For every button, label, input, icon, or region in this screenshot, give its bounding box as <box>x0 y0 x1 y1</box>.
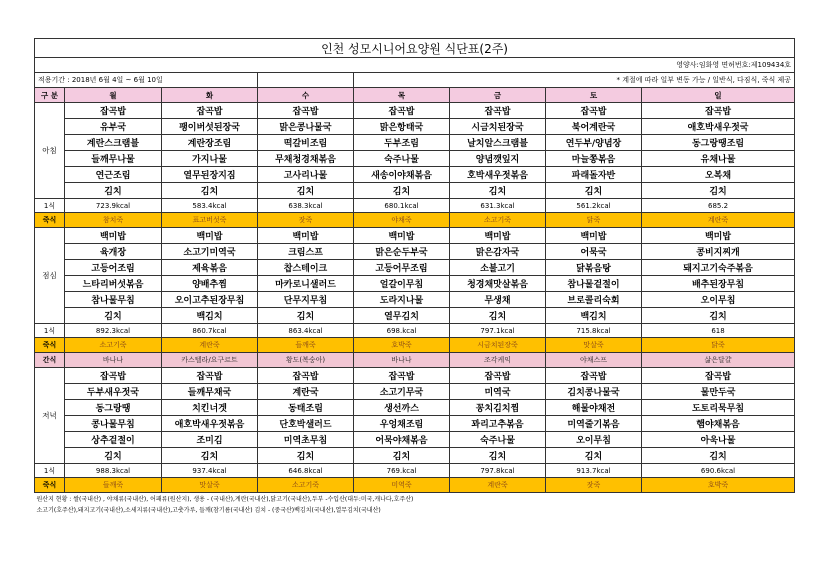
menu-item: 가지나물 <box>162 151 258 167</box>
menu-item: 맑은콩나물국 <box>258 119 354 135</box>
menu-item: 미역초무침 <box>258 432 354 448</box>
menu-item: 김치 <box>354 183 450 199</box>
menu-item: 맑은감자국 <box>450 244 546 260</box>
kcal-value: 690.6kcal <box>642 464 795 478</box>
porridge_morning-label: 죽식 <box>35 213 65 228</box>
menu-item: 돼지고기숙주볶음 <box>642 260 795 276</box>
porridge_lunch-item: 호박죽 <box>354 338 450 353</box>
menu-item: 김치 <box>258 448 354 464</box>
kcal-value: 860.7kcal <box>162 324 258 338</box>
menu-item: 연근조림 <box>65 167 162 183</box>
menu-item: 우엉채조림 <box>354 416 450 432</box>
menu-item: 숙주나물 <box>354 151 450 167</box>
menu-item: 김치 <box>162 183 258 199</box>
staff-info: 영양사:임화영 면허번호:제109434호 <box>35 58 795 73</box>
kcal-label: 1식 <box>35 199 65 213</box>
porridge_dinner-item: 계란죽 <box>450 478 546 493</box>
day-header-6: 일 <box>642 88 795 103</box>
kcal-value: 698.kcal <box>354 324 450 338</box>
breakfast-row <box>35 151 795 167</box>
menu-item: 동그랑땡조림 <box>642 135 795 151</box>
menu-item: 콩비지찌개 <box>642 244 795 260</box>
porridge_lunch-item: 들깨죽 <box>258 338 354 353</box>
menu-item: 크림스프 <box>258 244 354 260</box>
menu-item: 잡곡밥 <box>546 103 642 119</box>
menu-item: 고등어조림 <box>65 260 162 276</box>
snack-item: 바나나 <box>354 353 450 368</box>
menu-item: 참나물무침 <box>65 292 162 308</box>
porridge_lunch-item: 시금치된장죽 <box>450 338 546 353</box>
menu-item: 꽈리고추볶음 <box>450 416 546 432</box>
breakfast-row <box>35 167 795 183</box>
dinner-row <box>35 384 795 400</box>
menu-item: 백미밥 <box>354 228 450 244</box>
kcal-value: 646.8kcal <box>258 464 354 478</box>
menu-item: 아욱나물 <box>642 432 795 448</box>
lunch-row <box>35 292 795 308</box>
menu-item: 양배추찜 <box>162 276 258 292</box>
snack-item: 카스텔라/요구르트 <box>162 353 258 368</box>
porridge_morning-item: 야채죽 <box>354 213 450 228</box>
menu-item: 해물야채전 <box>546 400 642 416</box>
porridge_morning-item: 표고버섯죽 <box>162 213 258 228</box>
porridge_morning-item: 닭죽 <box>546 213 642 228</box>
snack-row <box>35 353 795 368</box>
menu-item: 참나물겉절이 <box>546 276 642 292</box>
porridge_lunch-item: 맛살죽 <box>546 338 642 353</box>
dinner-row <box>35 416 795 432</box>
menu-item: 햄야채볶음 <box>642 416 795 432</box>
dinner-row <box>35 432 795 448</box>
porridge_lunch-label: 죽식 <box>35 338 65 353</box>
menu-item: 파래돌자반 <box>546 167 642 183</box>
day-header-3: 목 <box>354 88 450 103</box>
snack-item: 야채스프 <box>546 353 642 368</box>
kcal-value: 618 <box>642 324 795 338</box>
menu-item: 단무지무침 <box>258 292 354 308</box>
menu-item: 느타리버섯볶음 <box>65 276 162 292</box>
menu-item: 잡곡밥 <box>162 368 258 384</box>
menu-item: 백미밥 <box>65 228 162 244</box>
lunch-label: 점심 <box>35 228 65 324</box>
menu-item: 미역국 <box>450 384 546 400</box>
menu-item: 미역줄기볶음 <box>546 416 642 432</box>
menu-item: 잡곡밥 <box>450 368 546 384</box>
menu-item: 김치 <box>258 183 354 199</box>
menu-item: 잡곡밥 <box>65 103 162 119</box>
breakfast-row <box>35 183 795 199</box>
menu-item: 잡곡밥 <box>642 103 795 119</box>
lunch-row <box>35 228 795 244</box>
porridge_dinner-item: 들깨죽 <box>65 478 162 493</box>
menu-item: 숙주나물 <box>450 432 546 448</box>
menu-item: 백미밥 <box>642 228 795 244</box>
menu-item: 무채청경채볶음 <box>258 151 354 167</box>
menu-item: 소불고기 <box>450 260 546 276</box>
menu-item: 브로콜리숙회 <box>546 292 642 308</box>
snack-item: 황도(복숭아) <box>258 353 354 368</box>
snack-label: 간식 <box>35 353 65 368</box>
menu-item: 동그랑땡 <box>65 400 162 416</box>
menu-item: 소고기무국 <box>354 384 450 400</box>
menu-item: 치킨너겟 <box>162 400 258 416</box>
menu-item: 유채나물 <box>642 151 795 167</box>
kcal-value: 797.1kcal <box>450 324 546 338</box>
snack-item: 바나나 <box>65 353 162 368</box>
menu-item: 물만두국 <box>642 384 795 400</box>
menu-item: 맑은순두부국 <box>354 244 450 260</box>
menu-item: 도라지나물 <box>354 292 450 308</box>
menu-item: 김치 <box>642 183 795 199</box>
menu-item: 김치콩나물국 <box>546 384 642 400</box>
notice-text: * 계절에 따라 일부 변동 가능 / 일반식, 다짐식, 죽식 제공 <box>354 73 795 88</box>
kcal-value: 913.7kcal <box>546 464 642 478</box>
menu-item: 동태조림 <box>258 400 354 416</box>
menu-item: 제육볶음 <box>162 260 258 276</box>
menu-item: 단호박샐러드 <box>258 416 354 432</box>
menu-item: 생선까스 <box>354 400 450 416</box>
breakfast-kcal-row <box>35 199 795 213</box>
menu-item: 콩나물무침 <box>65 416 162 432</box>
menu-item: 오이무침 <box>546 432 642 448</box>
menu-item: 잡곡밥 <box>258 368 354 384</box>
menu-item: 닭볶음탕 <box>546 260 642 276</box>
menu-item: 김치 <box>642 308 795 324</box>
menu-item: 유부국 <box>65 119 162 135</box>
menu-item: 육개장 <box>65 244 162 260</box>
kcal-value: 680.1kcal <box>354 199 450 213</box>
porridge_dinner-item: 잣죽 <box>546 478 642 493</box>
dinner-label: 저녁 <box>35 368 65 464</box>
title-row <box>35 39 795 58</box>
menu-item: 고등어무조림 <box>354 260 450 276</box>
menu-item: 어묵국 <box>546 244 642 260</box>
menu-item: 김치 <box>450 308 546 324</box>
menu-item: 들깨무채국 <box>162 384 258 400</box>
menu-item: 마카로니샐러드 <box>258 276 354 292</box>
menu-item: 계란장조림 <box>162 135 258 151</box>
porridge_lunch-item: 소고기죽 <box>65 338 162 353</box>
footnote-text: 소고기(호주산),돼지고기(국내산),소세지류(국내산),고춧가루, 들깨(참기름(국내산) 김치 - (중국산)백김치(국내산),열무김치(국내산) <box>36 507 381 514</box>
porridge_dinner-item: 맛살죽 <box>162 478 258 493</box>
menu-item: 마늘쫑볶음 <box>546 151 642 167</box>
kcal-value: 892.3kcal <box>65 324 162 338</box>
menu-item: 애호박새우젓국 <box>642 119 795 135</box>
meal-plan-table <box>34 38 795 515</box>
staff-row <box>35 58 795 73</box>
menu-item: 팽이버섯된장국 <box>162 119 258 135</box>
lunch-row <box>35 308 795 324</box>
period-text: 적용기간 : 2018년 6월 4일 ~ 6월 10일 <box>35 73 258 88</box>
menu-item: 무생채 <box>450 292 546 308</box>
menu-item: 김치 <box>546 183 642 199</box>
menu-item: 오이고추된장무침 <box>162 292 258 308</box>
menu-item: 시금치된장국 <box>450 119 546 135</box>
kcal-value: 863.4kcal <box>258 324 354 338</box>
porridge_lunch-row <box>35 338 795 353</box>
porridge_morning-row <box>35 213 795 228</box>
day-header-5: 토 <box>546 88 642 103</box>
menu-item: 잡곡밥 <box>450 103 546 119</box>
menu-item: 김치 <box>642 448 795 464</box>
menu-item: 잡곡밥 <box>546 368 642 384</box>
menu-item: 두부새우젓국 <box>65 384 162 400</box>
menu-item: 잡곡밥 <box>162 103 258 119</box>
menu-item: 연두부/양념장 <box>546 135 642 151</box>
menu-item: 잡곡밥 <box>65 368 162 384</box>
porridge_dinner-item: 호박죽 <box>642 478 795 493</box>
menu-item: 새송이야채볶음 <box>354 167 450 183</box>
menu-item: 두부조림 <box>354 135 450 151</box>
breakfast-label: 아침 <box>35 103 65 199</box>
menu-item: 김치 <box>65 308 162 324</box>
lunch-row <box>35 244 795 260</box>
menu-item: 백미밥 <box>162 228 258 244</box>
menu-item: 백미밥 <box>546 228 642 244</box>
porridge_morning-item: 잣죽 <box>258 213 354 228</box>
menu-item: 오복채 <box>642 167 795 183</box>
menu-item: 김치 <box>450 448 546 464</box>
menu-item: 김치 <box>65 448 162 464</box>
menu-item: 잡곡밥 <box>354 103 450 119</box>
menu-item: 날치알스크램블 <box>450 135 546 151</box>
porridge_lunch-item: 닭죽 <box>642 338 795 353</box>
menu-item: 잡곡밥 <box>258 103 354 119</box>
menu-item: 배추된장무침 <box>642 276 795 292</box>
menu-item: 김치 <box>162 448 258 464</box>
menu-item: 상추겉절이 <box>65 432 162 448</box>
kcal-value: 988.3kcal <box>65 464 162 478</box>
menu-item: 맑은항태국 <box>354 119 450 135</box>
menu-item: 떡갈비조림 <box>258 135 354 151</box>
day-header-1: 화 <box>162 88 258 103</box>
menu-item: 계란국 <box>258 384 354 400</box>
kcal-label: 1식 <box>35 324 65 338</box>
menu-item: 꽁치김치찜 <box>450 400 546 416</box>
menu-item: 소고기미역국 <box>162 244 258 260</box>
menu-item: 청경채맛살볶음 <box>450 276 546 292</box>
porridge_dinner-item: 소고기죽 <box>258 478 354 493</box>
porridge_dinner-item: 미역죽 <box>354 478 450 493</box>
dinner-kcal-row <box>35 464 795 478</box>
kcal-value: 769.kcal <box>354 464 450 478</box>
dinner-row <box>35 448 795 464</box>
kcal-value: 937.4kcal <box>162 464 258 478</box>
kcal-value: 797.8kcal <box>450 464 546 478</box>
menu-item: 김치 <box>546 448 642 464</box>
header-row <box>35 88 795 103</box>
menu-item: 도토리묵무침 <box>642 400 795 416</box>
footnote-text: 원산지 현황 : 쌀(국내산) , 야채류(국내산), 어패류(원산지), 생용 - (국내산),계란(국내산),닭고기(국내산),두부 -수입산(대두:미국,캐나다,호주산) <box>36 496 414 503</box>
porridge_morning-item: 소고기죽 <box>450 213 546 228</box>
menu-item: 김치 <box>258 308 354 324</box>
menu-item: 백미밥 <box>258 228 354 244</box>
kcal-value: 583.4kcal <box>162 199 258 213</box>
menu-item: 잡곡밥 <box>642 368 795 384</box>
porridge_morning-item: 참치죽 <box>65 213 162 228</box>
snack-item: 삶은달걀 <box>642 353 795 368</box>
menu-item: 고사리나물 <box>258 167 354 183</box>
snack-item: 조각케익 <box>450 353 546 368</box>
menu-item: 찹스테이크 <box>258 260 354 276</box>
day-header-2: 수 <box>258 88 354 103</box>
menu-item: 들깨무나물 <box>65 151 162 167</box>
day-header-0: 월 <box>65 88 162 103</box>
menu-item: 조미김 <box>162 432 258 448</box>
menu-item: 북어계란국 <box>546 119 642 135</box>
breakfast-row <box>35 103 795 119</box>
menu-item: 계란스크램블 <box>65 135 162 151</box>
porridge_morning-item: 계란죽 <box>642 213 795 228</box>
lunch-kcal-row <box>35 324 795 338</box>
lunch-row <box>35 276 795 292</box>
menu-item: 백김치 <box>546 308 642 324</box>
footnote-row <box>35 504 795 515</box>
menu-item: 김치 <box>354 448 450 464</box>
lunch-row <box>35 260 795 276</box>
porridge_dinner-label: 죽식 <box>35 478 65 493</box>
blank-cell <box>258 73 354 88</box>
kcal-label: 1식 <box>35 464 65 478</box>
menu-item: 양념깻잎지 <box>450 151 546 167</box>
breakfast-row <box>35 135 795 151</box>
day-header-4: 금 <box>450 88 546 103</box>
kcal-value: 723.9kcal <box>65 199 162 213</box>
menu-item: 오이무침 <box>642 292 795 308</box>
kcal-value: 561.2kcal <box>546 199 642 213</box>
menu-item: 잡곡밥 <box>354 368 450 384</box>
page-title: 인천 성모시니어요양원 식단표(2주) <box>35 39 795 58</box>
menu-item: 열무김치 <box>354 308 450 324</box>
dinner-row <box>35 400 795 416</box>
dinner-row <box>35 368 795 384</box>
menu-item: 애호박새우젓볶음 <box>162 416 258 432</box>
porridge_dinner-row <box>35 478 795 493</box>
header-label: 구 분 <box>35 88 65 103</box>
period-row <box>35 73 795 88</box>
menu-item: 어묵야채볶음 <box>354 432 450 448</box>
kcal-value: 638.3kcal <box>258 199 354 213</box>
menu-item: 김치 <box>65 183 162 199</box>
menu-item: 김치 <box>450 183 546 199</box>
porridge_lunch-item: 계란죽 <box>162 338 258 353</box>
kcal-value: 715.8kcal <box>546 324 642 338</box>
kcal-value: 685.2 <box>642 199 795 213</box>
menu-item: 백김치 <box>162 308 258 324</box>
menu-item: 열무된장지짐 <box>162 167 258 183</box>
menu-item: 호박새우젓볶음 <box>450 167 546 183</box>
kcal-value: 631.3kcal <box>450 199 546 213</box>
menu-item: 얼갈이무침 <box>354 276 450 292</box>
footnote-row <box>35 493 795 505</box>
breakfast-row <box>35 119 795 135</box>
menu-item: 백미밥 <box>450 228 546 244</box>
